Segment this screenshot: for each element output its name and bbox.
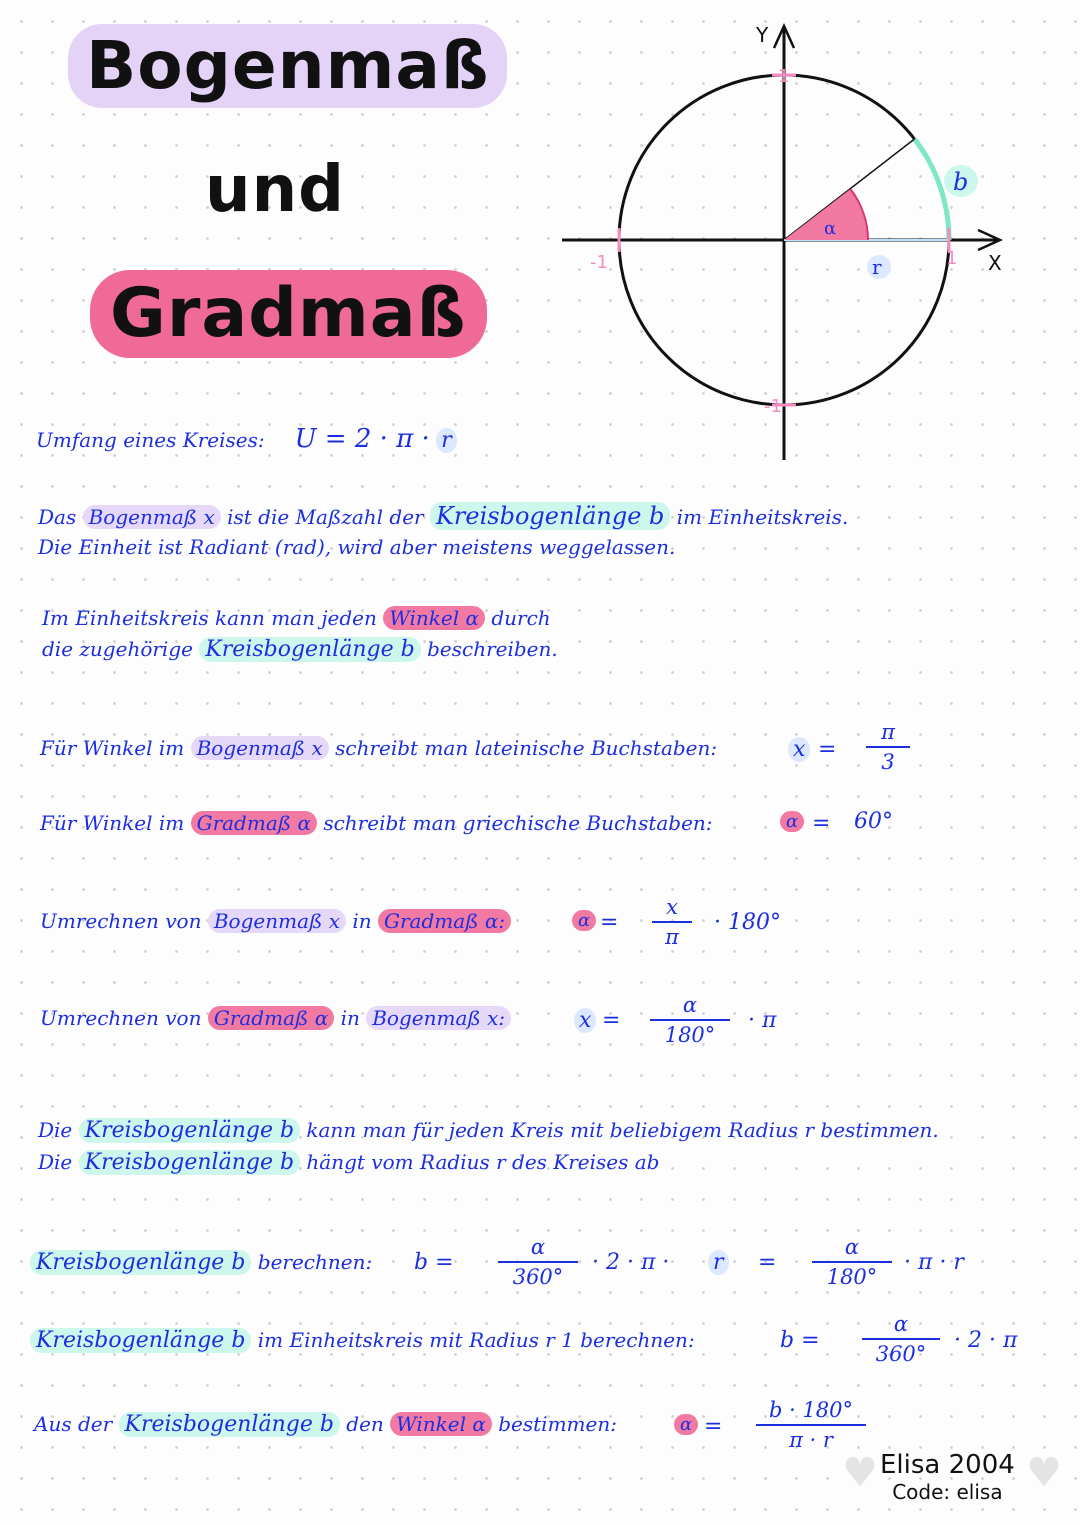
p3-line1: Die Kreisbogenlänge b kann man für jeden Kreis mit beliebigem Radius r bestimmen. xyxy=(38,1118,939,1143)
calc1-line: Kreisbogenlänge b berechnen: xyxy=(30,1250,372,1275)
p2-line2: die zugehörige Kreisbogenlänge b beschreiben. xyxy=(42,637,558,662)
row-grad-val: 60° xyxy=(854,809,893,834)
title-bogenmass: Bogenmaß xyxy=(68,24,507,108)
umfang-formula: U = 2 · π · xyxy=(294,424,430,454)
heart-left-icon: ♥ xyxy=(842,1450,878,1496)
umfang-label: Umfang eines Kreises: xyxy=(36,428,265,452)
row-gradmass: Für Winkel im Gradmaß α schreibt man griechische Buchstaben: xyxy=(40,811,713,835)
row-grad-var: α xyxy=(780,811,804,832)
heart-right-icon: ♥ xyxy=(1026,1450,1062,1496)
p1-line1: Das Bogenmaß x ist die Maßzahl der Kreisbogenlänge b im Einheitskreis. xyxy=(38,502,849,530)
axis-x-label: X xyxy=(988,251,1002,275)
row-bogenmass: Für Winkel im Bogenmaß x schreibt man lateinische Buchstaben: xyxy=(40,736,718,760)
arc-b xyxy=(915,139,950,240)
title-gradmass: Gradmaß xyxy=(90,270,487,358)
fraction-pi-over-3: $\frac{\pi}{3}$ xyxy=(866,720,910,774)
conv2-fraction: $\frac{\alpha}{180^\circ}$ xyxy=(650,993,730,1047)
calc2-fraction: $\frac{\alpha}{360^\circ}$ xyxy=(862,1312,940,1366)
tick-top-label: 1 xyxy=(778,66,790,87)
signature-name: Elisa 2004 xyxy=(880,1450,1015,1480)
arc-label-b: b xyxy=(953,168,969,196)
row-bogen-var: x xyxy=(788,737,810,762)
calc2-line: Kreisbogenlänge b im Einheitskreis mit Radius r 1 berechnen: xyxy=(30,1328,695,1353)
radius-label-r: r xyxy=(872,255,882,279)
calc3-fraction: $\frac{b \cdot 180^\circ}{\pi \cdot r}$ xyxy=(756,1398,866,1452)
unit-circle-diagram xyxy=(550,18,1020,468)
tick-left-label: -1 xyxy=(590,252,608,273)
calc1-fraction-180: $\frac{\alpha}{180^\circ}$ xyxy=(812,1235,892,1289)
p2-line1: Im Einheitskreis kann man jeden Winkel α durch xyxy=(42,606,551,630)
hl-winkel: Winkel α xyxy=(383,606,485,630)
axis-y-label: Y xyxy=(756,23,769,47)
hl-kreisbogen-2: Kreisbogenlänge b xyxy=(199,637,420,662)
tick-bottom-label: -1 xyxy=(764,396,782,417)
umfang-r: r xyxy=(436,428,457,453)
umfang-line xyxy=(36,424,457,454)
angle-label-alpha: α xyxy=(824,218,837,239)
conv1-line: Umrechnen von Bogenmaß x in Gradmaß α: xyxy=(40,909,511,933)
hl-bogenmass: Bogenmaß x xyxy=(83,505,221,529)
title-und: und xyxy=(205,153,345,227)
conv2-line: Umrechnen von Gradmaß α in Bogenmaß x: xyxy=(40,1006,511,1030)
signature xyxy=(880,1450,1015,1504)
p3-line2: Die Kreisbogenlänge b hängt vom Radius r des Kreises ab xyxy=(38,1150,660,1175)
tick-right-label: 1 xyxy=(946,248,958,269)
conv1-fraction: $\frac{x}{\pi}$ xyxy=(652,895,692,949)
calc3-line: Aus der Kreisbogenlänge b den Winkel α bestimmen: xyxy=(34,1412,617,1437)
signature-code: Code: elisa xyxy=(892,1480,1003,1504)
calc1-fraction-360: $\frac{\alpha}{360^\circ}$ xyxy=(498,1235,578,1289)
p1-line2: Die Einheit ist Radiant (rad), wird aber meistens weggelassen. xyxy=(38,535,676,559)
hl-kreisbogen: Kreisbogenlänge b xyxy=(430,502,670,530)
